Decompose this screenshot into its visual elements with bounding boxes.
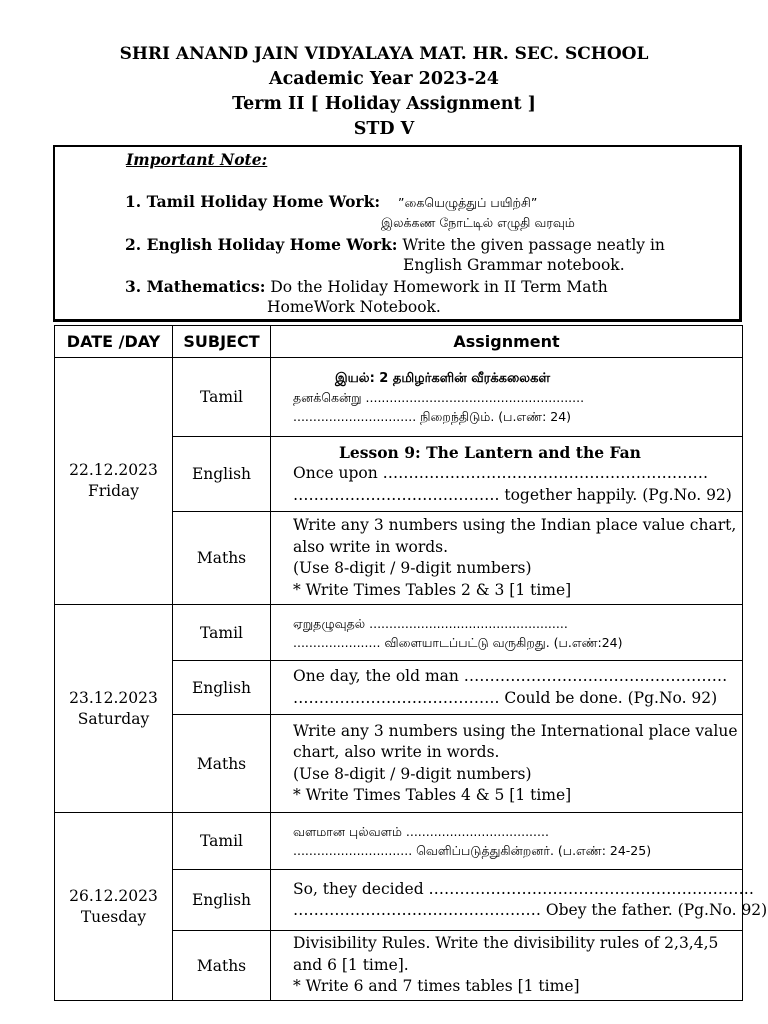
academic-year: Academic Year 2023-24 bbox=[269, 69, 499, 89]
note-title: Important Note: bbox=[126, 150, 268, 169]
note-tamil-label: 1. Tamil Holiday Home Work: bbox=[125, 192, 381, 211]
school-name: SHRI ANAND JAIN VIDYALAYA MAT. HR. SEC. SCHOOL bbox=[119, 44, 649, 64]
date: 22.12.2023 bbox=[69, 461, 158, 479]
note-english-text-2: English Grammar notebook. bbox=[403, 256, 625, 274]
header-date: DATE /DAY bbox=[55, 326, 173, 358]
assignment-cell bbox=[271, 605, 743, 661]
subject-cell: English bbox=[173, 661, 271, 715]
note-english-text: Write the given passage neatly in bbox=[397, 236, 665, 254]
assignment-line: ...................... விளையாடப்பட்டு வருகிறது. (ப.எண்:24) bbox=[293, 634, 623, 650]
date-cell bbox=[55, 358, 173, 605]
header-assignment: Assignment bbox=[271, 326, 743, 358]
note-english bbox=[125, 235, 665, 254]
table-row bbox=[55, 813, 743, 870]
subject-cell: English bbox=[173, 437, 271, 512]
assignment-line: also write in words. bbox=[293, 537, 449, 556]
assignment-line: * Write Times Tables 4 & 5 [1 time] bbox=[293, 786, 572, 804]
assignment-line: ஏறுதழுவுதல் .................................................. bbox=[293, 615, 568, 631]
assignment-line: chart, also write in words. bbox=[293, 743, 500, 761]
assignment-line: * Write Times Tables 2 & 3 [1 time] bbox=[293, 580, 572, 599]
assignment-line: Write any 3 numbers using the Indian place value chart, bbox=[293, 516, 737, 534]
table-row bbox=[55, 605, 743, 661]
assignment-line: * Write 6 and 7 times tables [1 time] bbox=[293, 977, 580, 996]
note-tamil-text-2: இலக்கண நோட்டில் எழுதி வரவும் bbox=[381, 215, 575, 230]
date-cell bbox=[55, 813, 173, 1001]
assignment-cell bbox=[271, 870, 768, 931]
subject-cell: Tamil bbox=[173, 605, 271, 661]
subject-cell: Maths bbox=[173, 715, 271, 813]
assignment-line: Once upon ……………………………………………………… bbox=[293, 464, 709, 483]
assignment-line: ………………………………………… Obey the father. (Pg.No. 92) bbox=[293, 901, 768, 919]
note-maths-label: 3. Mathematics: bbox=[125, 277, 266, 296]
header-subject: SUBJECT bbox=[173, 326, 271, 358]
assignment-cell bbox=[271, 358, 743, 437]
day: Tuesday bbox=[80, 907, 147, 926]
date-cell bbox=[55, 605, 173, 813]
note-maths-text-2: HomeWork Notebook. bbox=[267, 298, 441, 316]
assignment-cell bbox=[271, 437, 743, 512]
lesson-title: Lesson 9: The Lantern and the Fan bbox=[339, 442, 641, 462]
date: 23.12.2023 bbox=[69, 688, 158, 707]
subject-cell: Tamil bbox=[173, 358, 271, 437]
table-row bbox=[55, 358, 743, 437]
assignment-line: (Use 8-digit / 9-digit numbers) bbox=[293, 764, 532, 783]
assignment-line: ............................... நிறைந்திடும். (ப.எண்: 24) bbox=[293, 408, 572, 424]
assignment-cell bbox=[271, 512, 743, 605]
note-maths bbox=[125, 277, 608, 296]
assignment-cell bbox=[271, 813, 743, 870]
date: 26.12.2023 bbox=[69, 886, 158, 905]
assignment-line: So, they decided ……………………………………………………… bbox=[293, 879, 755, 898]
term-title: Term II [ Holiday Assignment ] bbox=[232, 94, 536, 114]
assignment-table bbox=[54, 325, 768, 1001]
assignment-line: .............................. வெளிப்படுத்துகின்றனர். (ப.எண்: 24-25) bbox=[293, 843, 652, 858]
document-header bbox=[0, 42, 768, 142]
important-note-box bbox=[53, 145, 742, 322]
subject-cell: English bbox=[173, 870, 271, 931]
note-tamil bbox=[125, 192, 537, 212]
assignment-line: தனக்கென்று ....................................................... bbox=[293, 389, 585, 405]
note-tamil-text: ”கையெழுத்துப் பயிற்சி” bbox=[398, 195, 538, 210]
assignment-line: Write any 3 numbers using the International place value bbox=[293, 721, 738, 740]
assignment-cell bbox=[271, 931, 743, 1001]
assignment-cell bbox=[271, 661, 743, 715]
assignment-line: …………………………………. together happily. (Pg.No. 92) bbox=[293, 485, 732, 504]
assignment-line: இயல்: 2 தமிழர்களின் வீரக்கலைகள் bbox=[335, 370, 551, 386]
day: Saturday bbox=[77, 709, 150, 728]
assignment-line: …………………………………. Could be done. (Pg.No. 92) bbox=[293, 688, 718, 707]
assignment-line: வளமான புல்வளம் .................................... bbox=[293, 824, 549, 839]
assignment-line: (Use 8-digit / 9-digit numbers) bbox=[293, 559, 532, 577]
subject-cell: Maths bbox=[173, 931, 271, 1001]
assignment-line: Divisibility Rules. Write the divisibility rules of 2,3,4,5 bbox=[293, 934, 719, 953]
day: Friday bbox=[87, 482, 140, 500]
note-maths-text: Do the Holiday Homework in II Term Math bbox=[265, 278, 608, 296]
assignment-line: and 6 [1 time]. bbox=[293, 955, 409, 974]
standard: STD V bbox=[353, 119, 415, 139]
assignment-line: One day, the old man …………………………………………… bbox=[293, 667, 728, 685]
assignment-cell bbox=[271, 715, 743, 813]
table-header-row bbox=[55, 326, 743, 358]
note-english-label: 2. English Holiday Home Work: bbox=[125, 235, 398, 254]
subject-cell: Tamil bbox=[173, 813, 271, 870]
subject-cell: Maths bbox=[173, 512, 271, 605]
